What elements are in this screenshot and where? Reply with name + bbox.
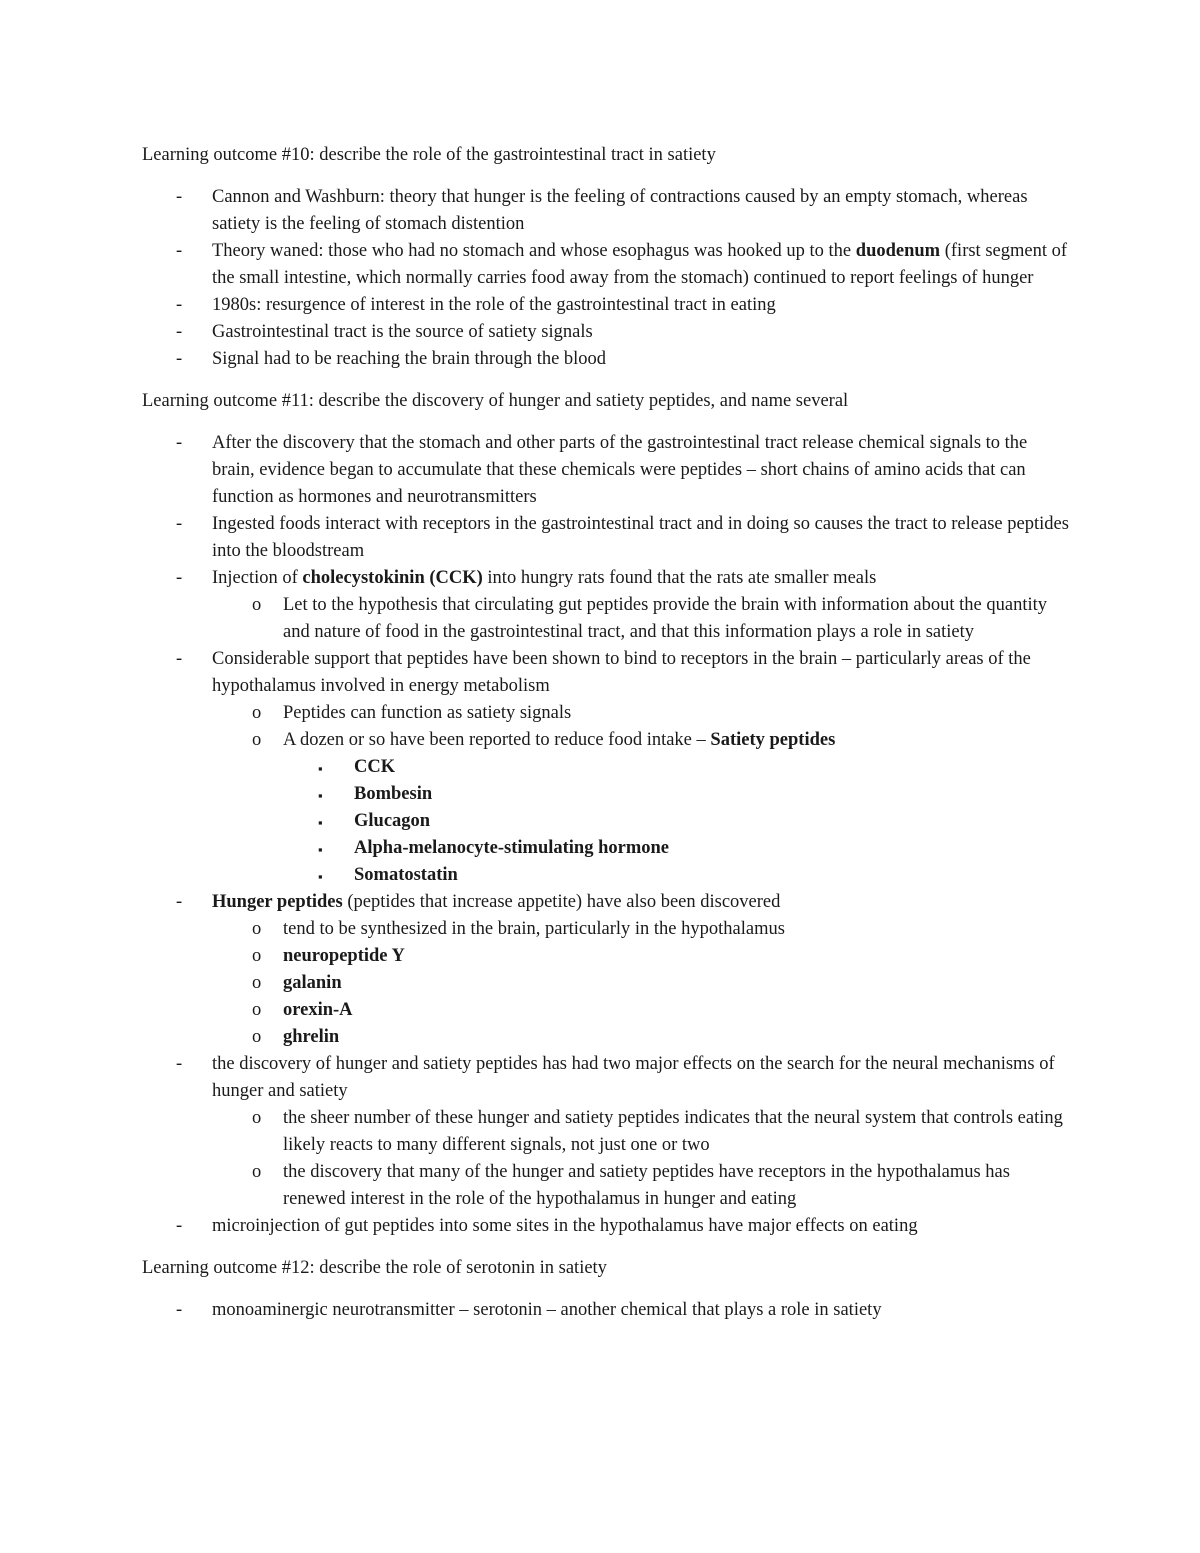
square-marker: ▪	[318, 761, 323, 776]
dash-marker: -	[176, 187, 183, 207]
dash-marker: -	[176, 349, 183, 369]
peptide-item: ▪ CCK	[283, 754, 1072, 781]
notes-content	[142, 142, 1072, 1339]
sub-list	[212, 592, 1072, 646]
sub-list-item	[212, 1024, 1072, 1051]
bold-term: orexin-A	[283, 1000, 353, 1020]
dash-marker: -	[176, 514, 183, 534]
dash-marker: -	[176, 568, 183, 588]
square-marker: ▪	[318, 869, 323, 884]
peptide-item: ▪ Alpha-melanocyte-stimulating hormone	[283, 835, 1072, 862]
bullet-list	[142, 430, 1072, 1240]
dash-marker: -	[176, 649, 183, 669]
peptide-item: ▪ Bombesin	[283, 781, 1072, 808]
circle-marker: o	[252, 1162, 262, 1182]
list-item: - Cannon and Washburn: theory that hunger is the feeling of contractions caused by an empty stomach, whereas satiety is the feeling of stomach distention	[142, 184, 1072, 238]
bold-term: Satiety peptides	[710, 730, 836, 750]
dash-marker: -	[176, 1300, 183, 1320]
list-item: - Considerable support that peptides have been shown to bind to receptors in the brain – particularly areas of the hypothalamus involved in energy metabolism o Peptides can function as satiety signals o A dozen or so have been reported to reduce food intake – Satiety peptides ▪ CCK ▪ Bombesin ▪ Glucagon ▪ Alpha-melanocyte-stimulating hormone ▪ Somatostatin	[142, 646, 1072, 889]
bold-term: ghrelin	[283, 1027, 340, 1047]
circle-marker: o	[252, 973, 262, 993]
list-item: - monoaminergic neurotransmitter – serotonin – another chemical that plays a role in satiety	[142, 1297, 1072, 1324]
section-heading-lo11: Learning outcome #11: describe the discovery of hunger and satiety peptides, and name several	[142, 391, 849, 411]
list-item: - Injection of cholecystokinin (CCK) into hungry rats found that the rats ate smaller meals o Let to the hypothesis that circulating gut peptides provide the brain with information about the quantity and nature of food in the gastrointestinal tract, and that this information plays a role in satiety	[142, 565, 1072, 646]
section-heading-lo10: Learning outcome #10: describe the role of the gastrointestinal tract in satiety	[142, 145, 716, 165]
circle-marker: o	[252, 730, 262, 750]
circle-marker: o	[252, 595, 262, 615]
list-item: - Theory waned: those who had no stomach and whose esophagus was hooked up to the duodenum (first segment of the small intestine, which normally carries food away from the stomach) continued to report feelings of hunger	[142, 238, 1072, 292]
sub-list-item: o Peptides can function as satiety signals	[212, 700, 1072, 727]
list-item: - Signal had to be reaching the brain through the blood	[142, 346, 1072, 373]
dash-marker: -	[176, 241, 183, 261]
sub-list	[212, 700, 1072, 889]
peptide-item: ▪ Glucagon	[283, 808, 1072, 835]
sub-list	[212, 1105, 1072, 1213]
square-marker: ▪	[318, 815, 323, 830]
circle-marker: o	[252, 703, 262, 723]
bold-term: neuropeptide Y	[283, 946, 405, 966]
list-item: - After the discovery that the stomach and other parts of the gastrointestinal tract release chemical signals to the brain, evidence began to accumulate that these chemicals were peptides – short chains of amino acids that can function as hormones and neurotransmitters	[142, 430, 1072, 511]
sub-list-item	[212, 997, 1072, 1024]
peptide-item: ▪ Somatostatin	[283, 862, 1072, 889]
sub-list-item: o tend to be synthesized in the brain, particularly in the hypothalamus	[212, 916, 1072, 943]
sub-list-item	[212, 943, 1072, 970]
circle-marker: o	[252, 946, 262, 966]
list-item: - microinjection of gut peptides into some sites in the hypothalamus have major effects on eating	[142, 1213, 1072, 1240]
sub-list	[212, 916, 1072, 1051]
bullet-list	[142, 184, 1072, 373]
list-item: - the discovery of hunger and satiety peptides has had two major effects on the search for the neural mechanisms of hunger and satiety o the sheer number of these hunger and satiety peptides indicates that the neural system that controls eating likely reacts to many different signals, not just one or two o the discovery that many of the hunger and satiety peptides have receptors in the hypothalamus has renewed interest in the role of the hypothalamus in hunger and eating	[142, 1051, 1072, 1213]
square-marker: ▪	[318, 842, 323, 857]
circle-marker: o	[252, 1027, 262, 1047]
dash-marker: -	[176, 322, 183, 342]
list-item: - Hunger peptides (peptides that increase appetite) have also been discovered o tend to be synthesized in the brain, particularly in the hypothalamus o neuropeptide Y o galanin o orexin-A o ghrelin	[142, 889, 1072, 1051]
bold-term: Hunger peptides	[212, 892, 343, 912]
dash-marker: -	[176, 433, 183, 453]
dash-marker: -	[176, 295, 183, 315]
circle-marker: o	[252, 919, 262, 939]
sub-list-item	[212, 970, 1072, 997]
bold-term: galanin	[283, 973, 342, 993]
satiety-peptide-list	[283, 754, 1072, 889]
sub-list-item: o A dozen or so have been reported to reduce food intake – Satiety peptides ▪ CCK ▪ Bombesin ▪ Glucagon ▪ Alpha-melanocyte-stimulating hormone ▪ Somatostatin	[212, 727, 1072, 889]
list-item: - Gastrointestinal tract is the source of satiety signals	[142, 319, 1072, 346]
square-marker: ▪	[318, 788, 323, 803]
sub-list-item: o the sheer number of these hunger and satiety peptides indicates that the neural system that controls eating likely reacts to many different signals, not just one or two	[212, 1105, 1072, 1159]
sub-list-item: o the discovery that many of the hunger and satiety peptides have receptors in the hypothalamus has renewed interest in the role of the hypothalamus in hunger and eating	[212, 1159, 1072, 1213]
sub-list-item: o Let to the hypothesis that circulating gut peptides provide the brain with information about the quantity and nature of food in the gastrointestinal tract, and that this information plays a role in satiety	[212, 592, 1072, 646]
circle-marker: o	[252, 1108, 262, 1128]
list-item: - Ingested foods interact with receptors in the gastrointestinal tract and in doing so causes the tract to release peptides into the bloodstream	[142, 511, 1072, 565]
bold-term: cholecystokinin (CCK)	[302, 568, 483, 588]
circle-marker: o	[252, 1000, 262, 1020]
list-item: - 1980s: resurgence of interest in the role of the gastrointestinal tract in eating	[142, 292, 1072, 319]
section-heading-lo12: Learning outcome #12: describe the role of serotonin in satiety	[142, 1258, 607, 1278]
dash-marker: -	[176, 1216, 183, 1236]
dash-marker: -	[176, 892, 183, 912]
dash-marker: -	[176, 1054, 183, 1074]
bullet-list	[142, 1297, 1072, 1324]
bold-term: duodenum	[855, 241, 941, 261]
